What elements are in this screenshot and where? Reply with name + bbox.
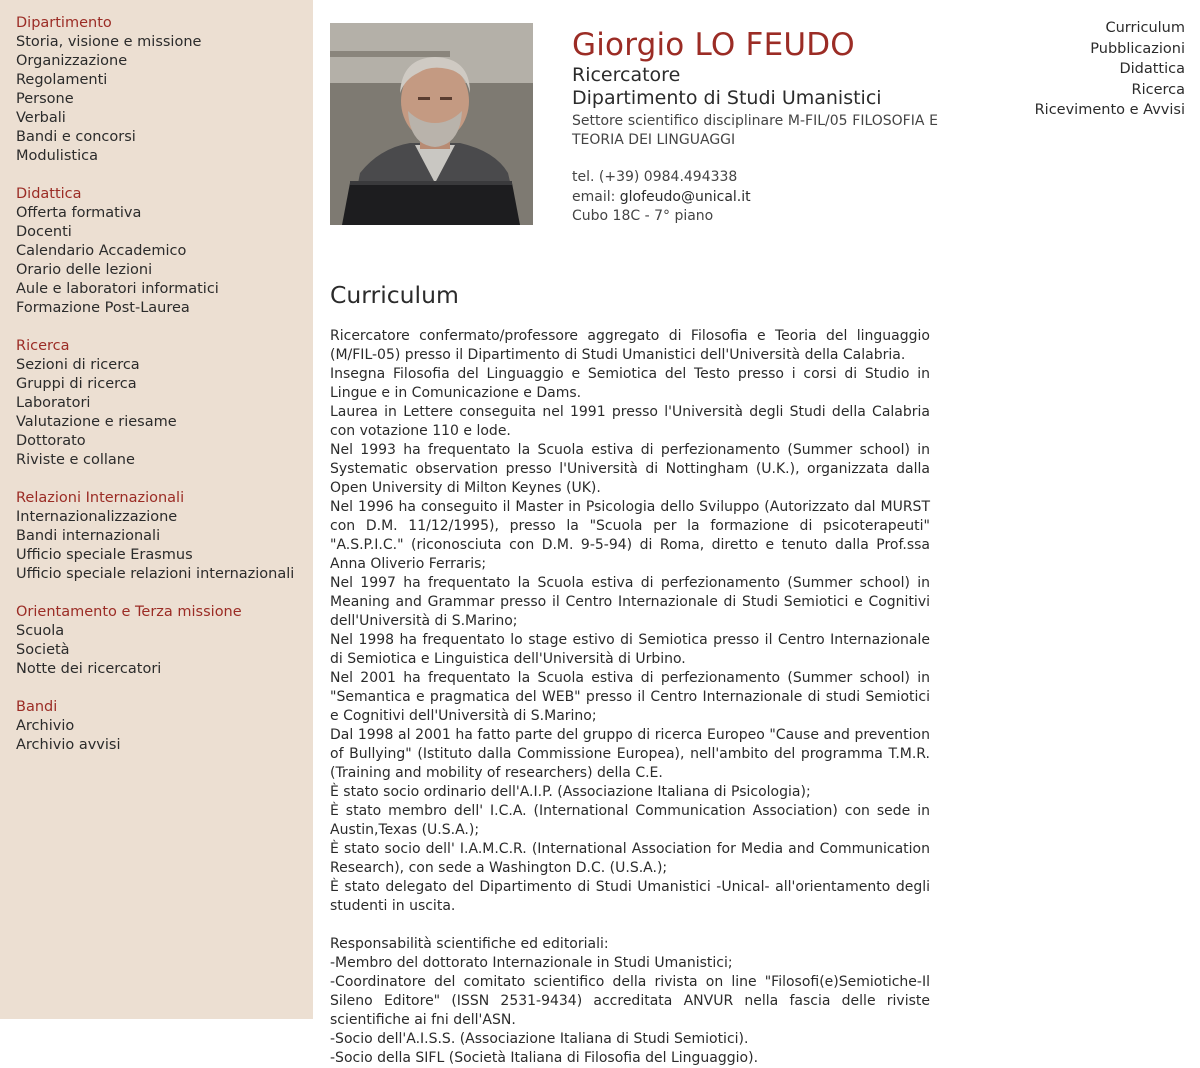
nav-section-orientamento	[16, 603, 313, 679]
cv-paragraph: Laurea in Lettere conseguita nel 1991 presso l'Università degli Studi della Calabria con votazione 110 e lode.	[330, 404, 930, 439]
profile-phone: tel. (+39) 0984.494338	[572, 169, 738, 185]
nav-link[interactable]: Calendario Accademico	[16, 243, 187, 259]
nav-link[interactable]: Formazione Post-Laurea	[16, 300, 190, 316]
nav-link[interactable]: Internazionalizzazione	[16, 509, 178, 525]
profile-nav	[1035, 18, 1185, 121]
curriculum-title: Curriculum	[330, 281, 459, 309]
cv-paragraph: È stato membro dell' I.C.A. (International Communication Association) con sede in Austin,Texas (U.S.A.);	[330, 803, 930, 838]
cv-paragraph: È stato socio dell' I.A.M.C.R. (International Association for Media and Communication Research), con sede a Washington D.C. (U.S.A.);	[330, 841, 930, 876]
cv-paragraph: -Coordinatore del comitato scientifico della rivista on line "Filosofi(e)Semiotiche-Il Sileno Editore" (ISSN 2531-9434) accreditata ANVUR nella fascia delle riviste scientifiche ai fni dell'ASN.	[330, 974, 930, 1028]
profile-name: Giorgio LO FEUDO	[572, 27, 855, 63]
nav-link[interactable]: Archivio avvisi	[16, 737, 121, 753]
nav-link[interactable]: Archivio	[16, 718, 75, 734]
nav-link[interactable]: Riviste e collane	[16, 452, 135, 468]
profile-department: Dipartimento di Studi Umanistici	[572, 87, 882, 109]
email-link[interactable]: glofeudo@unical.it	[619, 188, 751, 205]
cv-paragraph: Nel 1993 ha frequentato la Scuola estiva di perfezionamento (Summer school) in Systematic observation presso l'Università di Nottingham (U.K.), organizzata dalla Open University di Milton Keynes (UK).	[330, 442, 930, 496]
nav-link[interactable]: Modulistica	[16, 148, 98, 164]
profile-header	[572, 27, 938, 227]
paragraph-spacer	[330, 916, 930, 935]
portrait-illustration	[330, 23, 533, 225]
nav-link[interactable]: Ufficio speciale Erasmus	[16, 547, 193, 563]
nav-link[interactable]: Società	[16, 642, 70, 658]
cv-paragraph: Insegna Filosofia del Linguaggio e Semiotica del Testo presso i corsi di Studio in Lingue e in Comunicazione e Dams.	[330, 366, 930, 401]
nav-heading[interactable]: Ricerca	[16, 338, 70, 354]
nav-link[interactable]: Organizzazione	[16, 53, 128, 69]
nav-link[interactable]: Regolamenti	[16, 72, 108, 88]
nav-link[interactable]: Gruppi di ricerca	[16, 376, 137, 392]
nav-link[interactable]: Dottorato	[16, 433, 86, 449]
profile-office: Cubo 18C - 7° piano	[572, 208, 714, 224]
nav-link[interactable]: Scuola	[16, 623, 65, 639]
cv-paragraph: -Socio dell'A.I.S.S. (Associazione Italiana di Studi Semiotici).	[330, 1031, 749, 1047]
cv-paragraph: -Socio della SIFL (Società Italiana di Filosofia del Linguaggio).	[330, 1050, 759, 1066]
cv-paragraph: Nel 1997 ha frequentato la Scuola estiva di perfezionamento (Summer school) in Meaning and Grammar presso il Centro Internazionale di Studi Semiotici e Cognitivi dell'Università di S.Marino;	[330, 575, 930, 629]
nav-link[interactable]: Docenti	[16, 224, 72, 240]
nav-heading[interactable]: Bandi	[16, 699, 58, 715]
nav-section-bandi	[16, 698, 313, 755]
profile-photo	[330, 23, 533, 225]
nav-link[interactable]: Storia, visione e missione	[16, 34, 202, 50]
nav-section-didattica	[16, 185, 313, 318]
nav-heading[interactable]: Orientamento e Terza missione	[16, 604, 242, 620]
cv-paragraph: -Membro del dottorato Internazionale in Studi Umanistici;	[330, 955, 733, 971]
cv-paragraph: Dal 1998 al 2001 ha fatto parte del gruppo di ricerca Europeo "Cause and prevention of Bullying" (Istituto dalla Commissione Europea), nell'ambito del programma T.M.R. (Training and mobility of researchers) della C.E.	[330, 727, 930, 781]
cv-paragraph: Nel 2001 ha frequentato la Scuola estiva di perfezionamento (Summer school) in "Semantica e pragmatica del WEB" presso il Centro Internazionale di studi Semiotici e Cognitivi dell'Università di S.Marino;	[330, 670, 930, 724]
nav-section-dipartimento	[16, 14, 313, 166]
cv-paragraph: È stato socio ordinario dell'A.I.P. (Associazione Italiana di Psicologia);	[330, 784, 811, 800]
profile-email-row	[572, 188, 938, 208]
nav-heading[interactable]: Relazioni Internazionali	[16, 490, 185, 506]
nav-link[interactable]: Persone	[16, 91, 74, 107]
cv-paragraph: Nel 1998 ha frequentato lo stage estivo di Semiotica presso il Centro Internazionale di Semiotica e Linguistica dell'Università di Urbino.	[330, 632, 930, 667]
nav-heading[interactable]: Didattica	[16, 186, 82, 202]
nav-heading[interactable]: Dipartimento	[16, 15, 112, 31]
profile-role: Ricercatore	[572, 64, 681, 86]
nav-link[interactable]: Bandi internazionali	[16, 528, 161, 544]
nav-section-ricerca	[16, 337, 313, 470]
profile-nav-didattica[interactable]: Didattica	[1119, 61, 1185, 77]
nav-link[interactable]: Orario delle lezioni	[16, 262, 153, 278]
email-label: email:	[572, 188, 616, 205]
nav-section-relazioni-internazionali	[16, 489, 313, 584]
profile-nav-pubblicazioni[interactable]: Pubblicazioni	[1090, 40, 1185, 57]
nav-link[interactable]: Aule e laboratori informatici	[16, 281, 219, 297]
curriculum-body	[330, 327, 930, 1068]
nav-link[interactable]: Laboratori	[16, 395, 91, 411]
nav-link[interactable]: Ufficio speciale relazioni internazionali	[16, 566, 295, 582]
nav-link[interactable]: Sezioni di ricerca	[16, 357, 140, 373]
profile-nav-ricerca[interactable]: Ricerca	[1131, 81, 1185, 98]
cv-paragraph: È stato delegato del Dipartimento di Studi Umanistici -Unical- all'orientamento degli studenti in uscita.	[330, 879, 930, 914]
nav-link[interactable]: Valutazione e riesame	[16, 414, 177, 430]
nav-link[interactable]: Bandi e concorsi	[16, 129, 136, 145]
nav-link[interactable]: Offerta formativa	[16, 205, 142, 221]
profile-nav-curriculum[interactable]: Curriculum	[1105, 20, 1185, 36]
nav-link[interactable]: Notte dei ricercatori	[16, 661, 162, 677]
cv-paragraph: Nel 1996 ha conseguito il Master in Psicologia dello Sviluppo (Autorizzato dal MURST con D.M. 11/12/1995), presso la "Scuola per la formazione di psicoterapeuti" "A.S.P.I.C." (riconosciuta con D.M. 9-5-94) di Roma, diretto e tenuto dalla Prof.ssa Anna Oliverio Ferraris;	[330, 499, 930, 572]
profile-contacts	[572, 168, 938, 227]
responsibilities-heading: Responsabilità scientifiche ed editoriali:	[330, 936, 609, 952]
sidebar-nav	[0, 0, 313, 1019]
nav-link[interactable]: Verbali	[16, 110, 66, 126]
cv-paragraph: Ricercatore confermato/professore aggregato di Filosofia e Teoria del linguaggio (M/FIL-05) presso il Dipartimento di Studi Umanistici dell'Università della Calabria.	[330, 328, 930, 363]
profile-nav-ricevimento[interactable]: Ricevimento e Avvisi	[1034, 102, 1185, 118]
profile-ssd: Settore scientifico disciplinare M-FIL/05 FILOSOFIA E TEORIA DEI LINGUAGGI	[572, 113, 938, 148]
curriculum-section	[330, 280, 930, 1068]
